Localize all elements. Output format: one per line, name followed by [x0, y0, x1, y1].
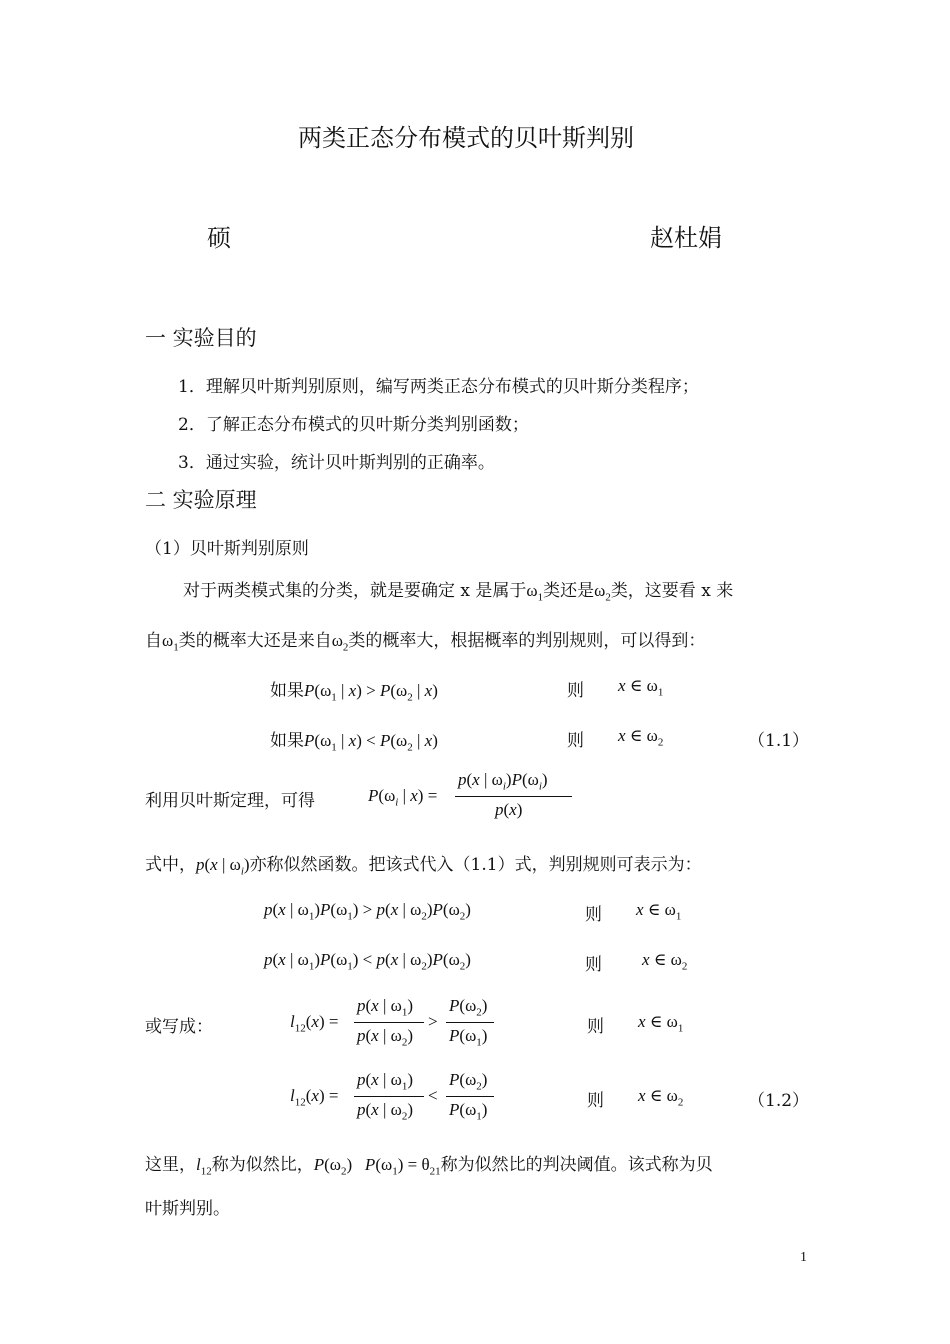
purpose-item-1: 1．理解贝叶斯判别原则，编写两类正态分布模式的贝叶斯分类程序； [178, 377, 699, 397]
rule-1-1-then-a: 则 [567, 681, 584, 701]
ratio-num-a: p(x | $\omega_1$) [357, 996, 413, 1019]
ratio-bar-a-right [446, 1022, 494, 1023]
page-number: 1 [800, 1250, 807, 1265]
ratio-gt-sign: > [428, 1012, 438, 1031]
paragraph-3-line-1: 这里，$l_{12}$称为似然比，$P(\omega_2) P(\omega_1) = \theta_{21}$称为似然比的判决阈值。该式称为贝 [145, 1155, 713, 1178]
equation-number-1-1: （1.1） [748, 731, 810, 751]
ratio-bar-b-right [446, 1096, 494, 1097]
ratio-result-a: x ∈ $\omega_1$ [638, 1012, 684, 1035]
ratio-lhs-a: $l_{12}(x)$ = [290, 1012, 339, 1035]
purpose-item-3: 3．通过实验，统计贝叶斯判别的正确率。 [178, 453, 495, 473]
ratio-then-b: 则 [587, 1091, 604, 1111]
paragraph-1-line-1: 对于两类模式集的分类，就是要确定 x 是属于$\omega_1$类还是$\omega_2$类，这要看 x 来 [183, 581, 734, 604]
subsection-heading: （1）贝叶斯判别原则 [145, 539, 309, 559]
likelihood-rule-a: p(x | $\omega_1)P(\omega_1) > p(x$ | $\omega_2)P(\omega_2)$ [264, 900, 471, 923]
rule-1-1-condition-b: 如果$P(\omega_1$ | $x) < P(\omega_2$ | x) [270, 731, 438, 754]
paragraph-1-line-2: 自$\omega_1$类的概率大还是来自$\omega_2$类的概率大，根据概率的判别规则，可以得到： [145, 631, 706, 654]
ratio-prior-num-a: $P(\omega_2)$ [449, 996, 488, 1019]
ratio-lt-sign: < [428, 1086, 438, 1105]
rule-1-1-result-b: x ∈ $\omega_2$ [618, 726, 664, 749]
likelihood-rule-b: p(x | $\omega_1)P(\omega_1) < p(x$ | $\omega_2)P(\omega_2)$ [264, 950, 471, 973]
ratio-prior-den-a: $P(\omega_1)$ [449, 1026, 488, 1049]
section-heading-purpose: 一 实验目的 [145, 326, 257, 350]
author-degree: 硕 [207, 224, 231, 252]
ratio-lhs-b: $l_{12}(x)$ = [290, 1086, 339, 1109]
likelihood-then-b: 则 [585, 955, 602, 975]
ratio-den-a: p(x | $\omega_2$) [357, 1026, 413, 1049]
paragraph-3-line-2: 叶斯判别。 [145, 1199, 230, 1219]
likelihood-then-a: 则 [585, 905, 602, 925]
or-write-label: 或写成： [145, 1017, 213, 1037]
paragraph-2: 式中，p(x | $\omega_i$)亦称似然函数。把该式代入（1.1）式，判别规则可表示为： [145, 855, 702, 878]
ratio-den-b: p(x | $\omega_2$) [357, 1100, 413, 1123]
paper-title: 两类正态分布模式的贝叶斯判别 [298, 124, 634, 152]
equation-number-1-2: （1.2） [748, 1091, 810, 1111]
likelihood-result-a: x ∈ $\omega_1$ [636, 900, 682, 923]
section-heading-principle: 二 实验原理 [145, 488, 257, 512]
rule-1-1-result-a: x ∈ $\omega_1$ [618, 676, 664, 699]
rule-1-1-condition-a: 如果$P(\omega_1$ | $x) > P(\omega_2$ | x) [270, 681, 438, 704]
ratio-bar-b-left [354, 1096, 424, 1097]
bayes-formula-denominator: p(x) [495, 800, 523, 819]
ratio-prior-num-b: $P(\omega_2)$ [449, 1070, 488, 1093]
ratio-result-b: x ∈ $\omega_2$ [638, 1086, 684, 1109]
bayes-intro-text: 利用贝叶斯定理，可得 [145, 791, 315, 811]
likelihood-result-b: x ∈ $\omega_2$ [642, 950, 688, 973]
ratio-num-b: p(x | $\omega_1$) [357, 1070, 413, 1093]
bayes-fraction-bar [455, 796, 572, 797]
ratio-bar-a-left [354, 1022, 424, 1023]
purpose-item-2: 2．了解正态分布模式的贝叶斯分类判别函数； [178, 415, 529, 435]
bayes-formula-lhs: $P(\omega_i$ | x) = [368, 786, 438, 809]
rule-1-1-then-b: 则 [567, 731, 584, 751]
bayes-formula-numerator: p(x | $\omega_i)P(\omega_i)$ [458, 770, 548, 793]
author-name: 赵杜娟 [650, 224, 722, 252]
ratio-prior-den-b: $P(\omega_1)$ [449, 1100, 488, 1123]
ratio-then-a: 则 [587, 1017, 604, 1037]
